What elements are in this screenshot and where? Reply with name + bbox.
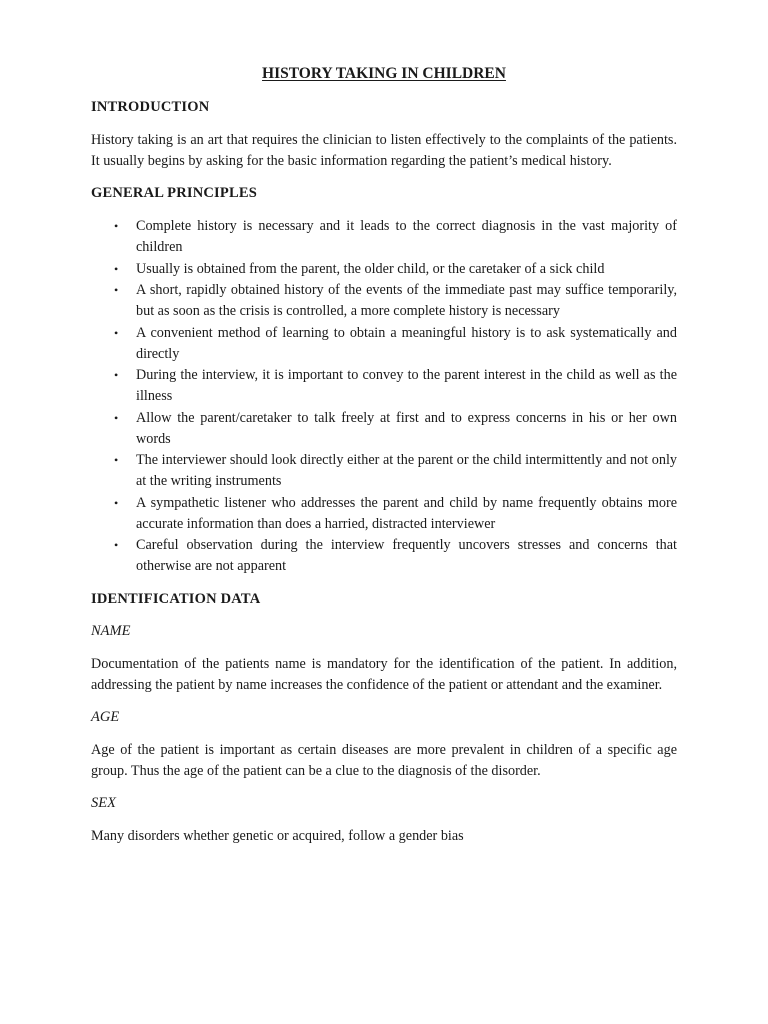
bullet-icon: • <box>114 325 119 340</box>
list-item-text: A short, rapidly obtained history of the events of the immediate past may suffice temporarily, but as soon as the crisis is controlled, a more complete history is necessary <box>136 282 677 319</box>
bullet-icon: • <box>114 495 119 510</box>
bullet-icon: • <box>114 283 119 297</box>
name-paragraph: Documentation of the patients name is mandatory for the identification of the patient. In addition, addressing the patient by name increases the confidence of the patient or attendant and the examiner. <box>91 656 677 693</box>
list-item-text: Careful observation during the interview frequently uncovers stresses and concerns that otherwise are not apparent <box>136 537 677 574</box>
list-item <box>91 216 677 258</box>
list-item <box>91 365 677 407</box>
list-item <box>91 323 677 365</box>
introduction-paragraph: History taking is an art that requires the clinician to listen effectively to the complaints of the patients. It usually begins by asking for the basic information regarding the patient’s medical history. <box>91 132 677 169</box>
list-item <box>91 535 677 577</box>
list-item-text: Allow the parent/caretaker to talk freely at first and to express concerns in his or her own words <box>136 409 677 447</box>
list-item-text: During the interview, it is important to convey to the parent interest in the child as well as the illness <box>136 367 677 404</box>
list-item <box>91 450 677 492</box>
bullet-icon: • <box>114 538 119 552</box>
list-item-text: A sympathetic listener who addresses the parent and child by name frequently obtains more accurate information than does a harried, distracted interviewer <box>136 494 677 532</box>
introduction-heading: INTRODUCTION <box>91 99 210 115</box>
document-title: HISTORY TAKING IN CHILDREN <box>262 65 506 82</box>
age-paragraph: Age of the patient is important as certain diseases are more prevalent in children of a specific age group. Thus the age of the patient can be a clue to the diagnosis of the disorder. <box>91 742 677 779</box>
sex-paragraph: Many disorders whether genetic or acquired, follow a gender bias <box>91 828 464 844</box>
bullet-icon: • <box>114 368 119 382</box>
list-item-text: Usually is obtained from the parent, the older child, or the caretaker of a sick child <box>136 260 605 277</box>
age-subheading: AGE <box>91 709 120 725</box>
bullet-icon: • <box>114 261 119 276</box>
bullet-icon: • <box>114 410 119 425</box>
list-item <box>91 280 677 322</box>
identification-data-heading: IDENTIFICATION DATA <box>91 591 261 607</box>
list-item-text: A convenient method of learning to obtain a meaningful history is to ask systematically and directly <box>136 324 677 362</box>
list-item <box>91 259 677 280</box>
name-subheading: NAME <box>91 623 131 639</box>
list-item <box>91 408 677 450</box>
list-item <box>91 493 677 535</box>
bullet-icon: • <box>114 219 119 233</box>
sex-subheading: SEX <box>91 795 116 811</box>
general-principles-heading: GENERAL PRINCIPLES <box>91 185 257 201</box>
general-principles-list <box>91 216 677 577</box>
list-item-text: The interviewer should look directly either at the parent or the child intermittently and not only at the writing instruments <box>136 452 677 489</box>
bullet-icon: • <box>114 453 119 467</box>
list-item-text: Complete history is necessary and it leads to the correct diagnosis in the vast majority of children <box>136 218 677 255</box>
